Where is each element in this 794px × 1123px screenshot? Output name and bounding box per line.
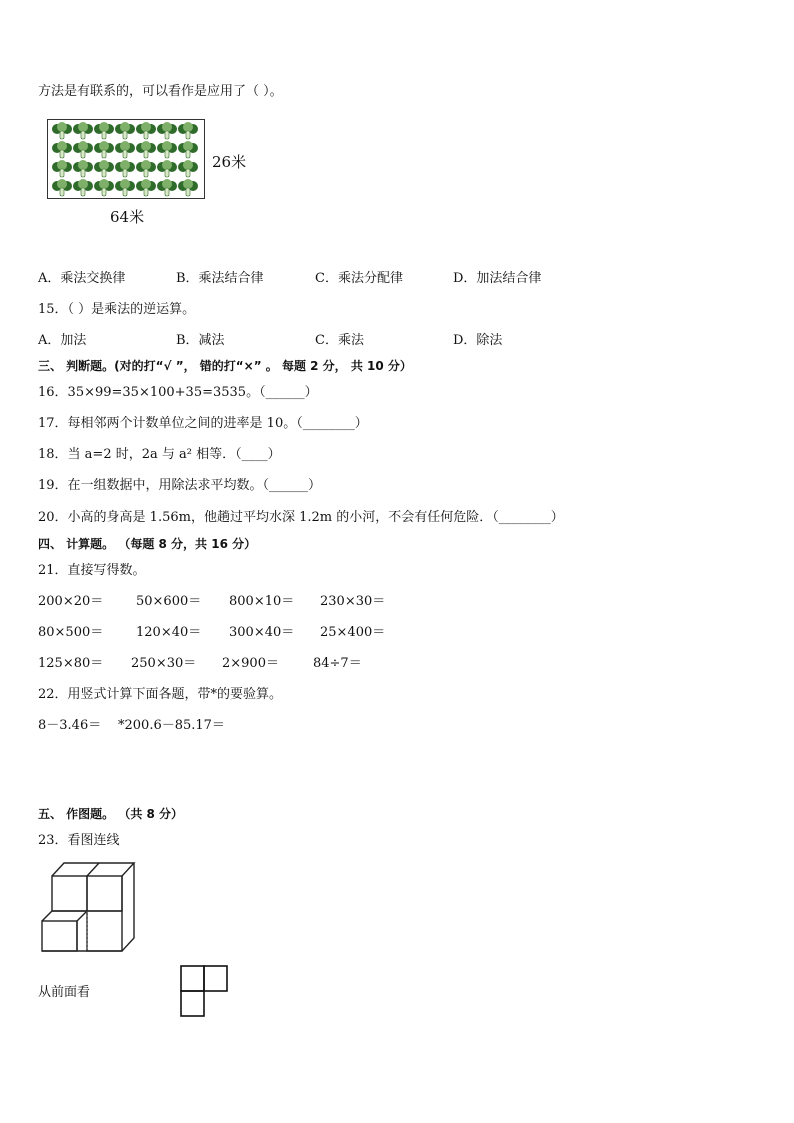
cabbage-icon (178, 160, 198, 177)
q21-r1-c3: 800×10＝ (229, 594, 295, 609)
cabbage-icon (136, 179, 156, 196)
q21-r3-c1: 125×80＝ (38, 656, 104, 671)
q14-stem-tail: 方法是有联系的，可以看作是应用了（ ）。 (38, 84, 283, 99)
cabbage-field-figure (47, 119, 205, 199)
q22-item-2: *200.6－85.17＝ (118, 718, 225, 733)
q16-text: 16．35×99=35×100+35=3535。（______） (38, 385, 318, 400)
cabbage-icon (115, 122, 135, 139)
q17-text: 17．每相邻两个计数单位之间的进率是 10。（________） (38, 416, 368, 431)
q14-option-d[interactable]: D．加法结合律 (453, 271, 542, 286)
cabbage-icon (52, 179, 72, 196)
cabbage-icon (157, 179, 177, 196)
cabbage-icon (94, 179, 114, 196)
cabbage-icon (73, 179, 93, 196)
q23-stem: 23．看图连线 (38, 833, 120, 848)
cabbage-icon (73, 141, 93, 158)
q21-r3-c3: 2×900＝ (222, 656, 279, 671)
section5-title: 五、 作图题。 （共 8 分） (38, 807, 184, 821)
cabbage-icon (94, 141, 114, 158)
cabbage-icon (115, 160, 135, 177)
cabbage-icon (178, 141, 198, 158)
q15-option-a[interactable]: A．加法 (38, 333, 87, 348)
q22-item-1: 8－3.46＝ (38, 718, 102, 733)
section4-title: 四、 计算题。 （每题 8 分，共 16 分） (38, 537, 257, 551)
cabbage-icon (94, 160, 114, 177)
q14-option-c[interactable]: C．乘法分配律 (315, 271, 403, 286)
cabbage-icon (115, 141, 135, 158)
cabbage-icon (94, 122, 114, 139)
q20-text: 20．小高的身高是 1.56m，他趟过平均水深 1.2m 的小河，不会有任何危险．（________） (38, 510, 564, 525)
cube-stack-figure (38, 858, 133, 958)
cabbage-icon (178, 122, 198, 139)
section3-title: 三、 判断题。(对的打“√ ”， 错的打“×” 。 每题 2 分， 共 10 分） (38, 359, 412, 373)
front-view-grid[interactable] (180, 965, 230, 1019)
q14-option-a[interactable]: A．乘法交换律 (38, 271, 126, 286)
cabbage-icon (136, 160, 156, 177)
cabbage-icon (115, 179, 135, 196)
q21-r1-c2: 50×600＝ (136, 594, 202, 609)
figure-width-label: 64米 (110, 208, 145, 226)
q22-stem: 22．用竖式计算下面各题，带*的要验算。 (38, 687, 283, 702)
q15-option-c[interactable]: C．乘法 (315, 333, 364, 348)
cabbage-icon (157, 160, 177, 177)
q18-text: 18．当 a=2 时，2a 与 a² 相等．（____） (38, 447, 281, 462)
q15-stem: 15．（ ）是乘法的逆运算。 (38, 302, 196, 317)
cabbage-icon (157, 122, 177, 139)
q21-r3-c4: 84÷7＝ (313, 656, 362, 671)
q21-r2-c3: 300×40＝ (229, 625, 295, 640)
cabbage-icon (73, 122, 93, 139)
q21-r3-c2: 250×30＝ (131, 656, 197, 671)
q19-text: 19．在一组数据中，用除法求平均数。（______） (38, 478, 322, 493)
cabbage-icon (157, 141, 177, 158)
q14-option-b[interactable]: B．乘法结合律 (176, 271, 264, 286)
cabbage-icon (73, 160, 93, 177)
q21-r1-c1: 200×20＝ (38, 594, 104, 609)
q21-stem: 21．直接写得数。 (38, 563, 146, 578)
q15-option-d[interactable]: D．除法 (453, 333, 503, 348)
cabbage-icon (136, 122, 156, 139)
q23-view-label: 从前面看 (38, 985, 91, 1000)
cabbage-icon (52, 141, 72, 158)
cabbage-icon (52, 160, 72, 177)
figure-height-label: 26米 (212, 153, 247, 171)
q21-r2-c4: 25×400＝ (320, 625, 386, 640)
q21-r1-c4: 230×30＝ (320, 594, 386, 609)
cabbage-icon (178, 179, 198, 196)
q21-r2-c1: 80×500＝ (38, 625, 104, 640)
q21-r2-c2: 120×40＝ (136, 625, 202, 640)
cabbage-icon (136, 141, 156, 158)
cabbage-icon (52, 122, 72, 139)
q15-option-b[interactable]: B．减法 (176, 333, 225, 348)
